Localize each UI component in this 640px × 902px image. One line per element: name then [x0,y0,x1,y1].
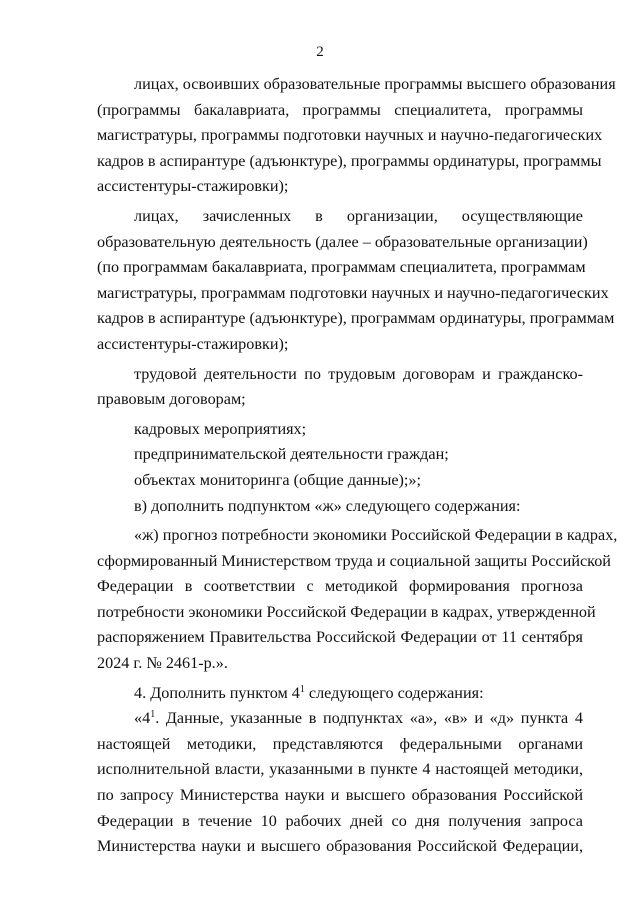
text-line [97,600,596,626]
superscript: 1 [299,683,305,695]
text-line-content: лицах, освоивших образовательные программы высшего образования [134,75,616,93]
text-line [97,468,583,494]
text-line [97,362,583,388]
text-line [97,809,583,835]
text-line [97,149,602,175]
text-line [97,98,583,124]
text-line [97,72,616,98]
superscript: 1 [150,709,156,721]
text-line-content: ассистентуры-стажировки); [97,177,289,196]
text-line-content: (по программам бакалавриата, программам специалитета, программам [97,258,586,277]
text-line [97,123,603,149]
text-line-content: кадровых мероприятиях; [134,419,307,438]
text-line-content: образовательную деятельность (далее – образовательные организации) [97,232,588,251]
text-line [97,332,583,358]
text-line [97,574,583,600]
document-body [97,72,618,860]
text-line-tail: следующего содержания: [304,683,484,702]
text-line [97,783,583,809]
text-line-content: магистратуры, программам подготовки научных и научно-педагогических [97,283,609,302]
text-line-content: кадров в аспирантуре (адъюнктуре), программам ординатуры, программам [97,309,615,328]
text-line [97,174,583,200]
text-line-content: Министерства науки и высшего образования Российской Федерации, [97,837,583,856]
text-line-content: лицах, зачисленных в организации, осуществляющие [134,206,583,225]
text-line [97,230,588,256]
text-line [97,306,615,332]
text-line [97,387,583,413]
text-line [97,757,583,783]
text-line-content: трудовой деятельности по трудовым договорам и гражданско- [134,364,583,383]
text-line-content: по запросу Министерства науки и высшего образования Российской [97,786,583,805]
text-line-content: настоящей методики, представляются федеральными органами [97,734,583,753]
text-line-content: исполнительной власти, указанными в пункте 4 настоящей методики, [97,760,583,779]
text-line-content: правовым договорам; [97,390,246,409]
text-line-content: 2024 г. № 2461-р.». [97,654,228,673]
text-line-content: магистратуры, программы подготовки научных и научно-педагогических [97,126,603,145]
text-line-content: 4. Дополнить пунктом 4 [134,683,300,702]
text-line [97,494,583,520]
text-line-content: сформированный Министерством труда и социальной защиты Российской [97,551,611,570]
text-line-content: Федерации в соответствии с методикой формирования прогноза [97,577,583,596]
text-line-content: распоряжением Правительства Российской Федерации от 11 сентября [97,628,583,647]
text-line [97,651,583,677]
text-line-content: ассистентуры-стажировки); [97,334,289,353]
text-line-content: (программы бакалавриата, программы специалитета, программы [97,100,583,119]
text-line-content: потребности экономики Российской Федерации в кадрах, утвержденной [97,602,596,621]
text-line-content: «ж) прогноз потребности экономики Российской Федерации в кадрах, [134,526,618,545]
text-line-content: «4 [134,709,151,728]
text-line [97,417,583,443]
text-line-content: объектах мониторинга (общие данные);»; [134,470,422,489]
text-line [97,549,611,575]
text-line [97,255,586,281]
text-line [97,523,618,549]
text-line [97,204,583,230]
text-line-tail: . Данные, указанные в подпунктах «а», «в» и «д» пункта 4 [155,709,583,728]
text-line [97,281,609,307]
page-number: 2 [316,44,324,60]
text-line [97,732,583,758]
text-line-content: Федерации в течение 10 рабочих дней со дня получения запроса [97,811,583,830]
text-line-content: кадров в аспирантуре (адъюнктуре), программы ординатуры, программы [97,151,602,170]
text-line-content: в) дополнить подпунктом «ж» следующего содержания: [134,496,521,515]
text-line [97,681,583,707]
text-line [97,834,583,860]
text-line-content: предпринимательской деятельности граждан; [134,445,449,464]
text-line [97,706,583,732]
text-line [97,442,583,468]
text-line [97,625,583,651]
